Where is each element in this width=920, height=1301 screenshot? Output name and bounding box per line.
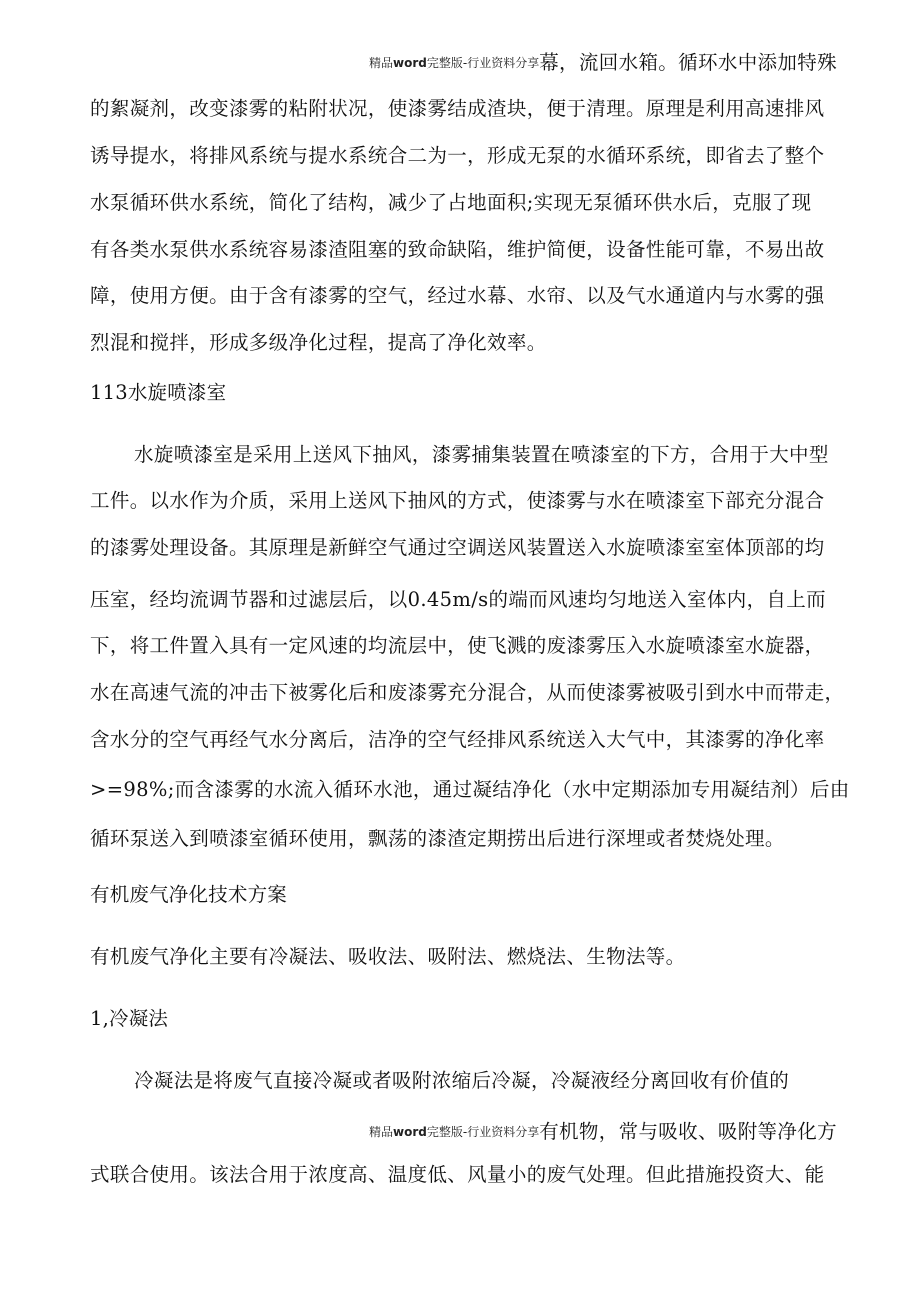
paragraph-line-4: 水泵循环供水系统，简化了结构，减少了占地面积;实现无泵循环供水后，克服了现 (90, 191, 812, 214)
section-heading-organic-waste-gas: 有机废气净化技术方案 (90, 883, 288, 906)
paragraph-line-19 (369, 1120, 837, 1144)
paragraph-line-9: 工件。以水作为介质，采用上送风下抽风的方式，使漆雾与水在喷漆室下部充分混合 (90, 489, 825, 512)
paragraph-line-18: 冷凝法是将废气直接冷凝或者吸附浓缩后冷凝，冷凝液经分离回收有价值的 (134, 1069, 790, 1092)
paragraph-line-1 (369, 51, 837, 75)
paragraph-line-12: 下，将工件置入具有一定风速的均流层中，使飞溅的废漆雾压入水旋喷漆室水旋器， (90, 634, 825, 657)
section-heading-condensation: 1,冷凝法 (90, 1007, 169, 1030)
line-text: 幕，流回水箱。循环水中添加特殊 (539, 51, 837, 74)
paragraph-line-5: 有各类水泵供水系统容易漆渣阻塞的致命缺陷，维护简便，设备性能可靠，不易出故 (90, 238, 825, 261)
paragraph-line-10: 的漆雾处理设备。其原理是新鲜空气通过空调送风装置送入水旋喷漆室室体顶部的均 (90, 536, 825, 559)
paragraph-line-13: 水在高速气流的冲击下被雾化后和废漆雾充分混合，从而使漆雾被吸引到水中而带走， (90, 681, 845, 704)
paragraph-line-14: 含水分的空气再经气水分离后，洁净的空气经排风系统送入大气中，其漆雾的净化率 (90, 728, 825, 751)
paragraph-line-15: >=98%;而含漆雾的水流入循环水池，通过凝结净化（水中定期添加专用凝结剂）后由 (90, 778, 850, 801)
watermark-tag: 精品word完整版-行业资料分享 (369, 56, 540, 70)
paragraph-line-8: 水旋喷漆室是采用上送风下抽风，漆雾捕集装置在喷漆室的下方，合用于大中型 (134, 443, 829, 466)
watermark-tag-2: 精品word完整版-行业资料分享 (369, 1125, 540, 1139)
paragraph-line-6: 障，使用方便。由于含有漆雾的空气，经过水幕、水帘、以及气水通道内与水雾的强 (90, 284, 825, 307)
paragraph-line-16: 循环泵送入到喷漆室循环使用，飘荡的漆渣定期捞出后进行深埋或者焚烧处理。 (90, 827, 785, 850)
line-text: 有机物，常与吸收、吸附等净化方 (539, 1120, 837, 1143)
paragraph-line-20: 式联合使用。该法合用于浓度高、温度低、风量小的废气处理。但此措施投资大、能 (90, 1163, 825, 1186)
paragraph-line-17: 有机废气净化主要有冷凝法、吸收法、吸附法、燃烧法、生物法等。 (90, 945, 686, 968)
paragraph-line-2: 的絮凝剂，改变漆雾的粘附状况，使漆雾结成渣块，便于清理。原理是利用高速排风 (90, 97, 825, 120)
paragraph-line-7: 烈混和搅拌，形成多级净化过程，提高了净化效率。 (90, 331, 547, 354)
section-heading-113: 113水旋喷漆室 (90, 381, 227, 404)
paragraph-line-11: 压室，经均流调节器和过滤层后，以0.45m/s的端而风速均匀地送入室体内，自上而 (90, 588, 826, 611)
paragraph-line-3: 诱导提水，将排风系统与提水系统合二为一，形成无泵的水循环系统，即省去了整个 (90, 144, 825, 167)
